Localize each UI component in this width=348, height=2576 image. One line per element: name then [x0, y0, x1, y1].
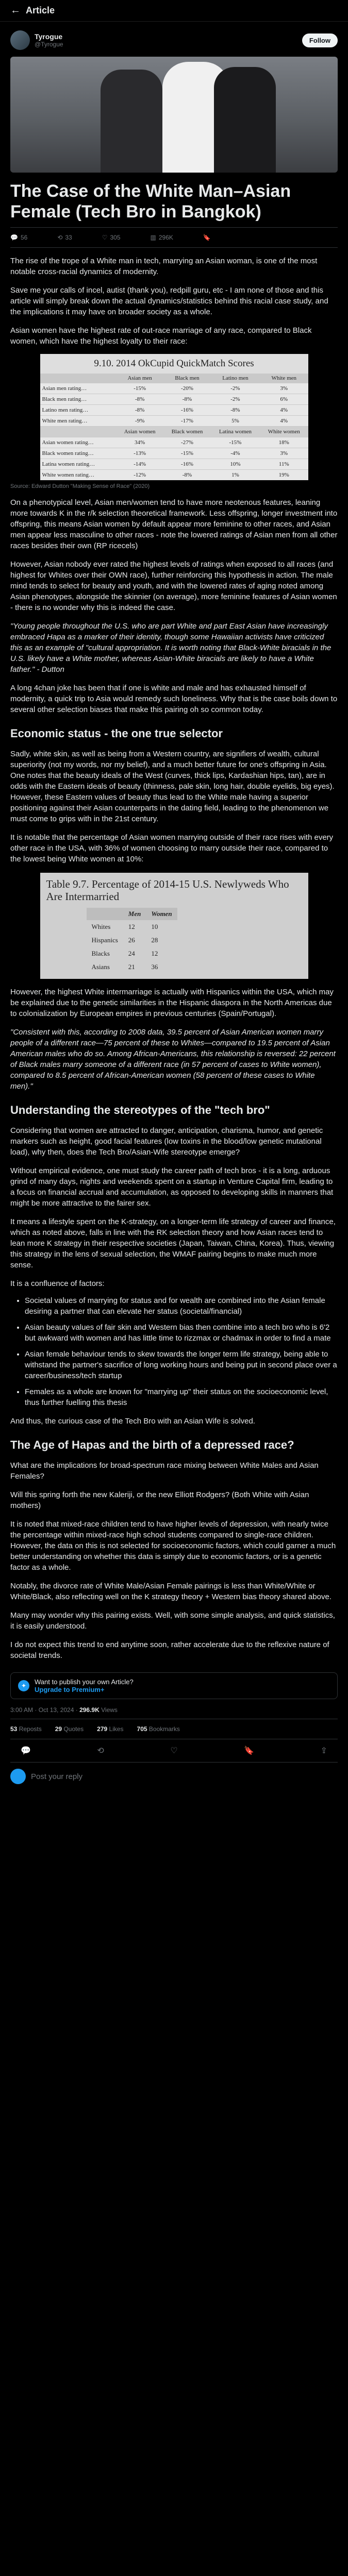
paragraph: I do not expect this trend to end anytime soon, rather accelerate due to the reflexive nature of societal trends.: [10, 1640, 329, 1660]
section-heading: Understanding the stereotypes of the "tech bro": [10, 1104, 270, 1116]
list-item: • Societal values of marrying for status and for wealth are combined into the Asian female desiring a partner that can elevate her status (societal/financial): [25, 1295, 338, 1317]
table-row: Whites 12 10: [91, 923, 158, 930]
author-row: [10, 27, 338, 54]
list-item: • Females as a whole are known for "marrying up" their status on the socioeconomic level, thus further fuelling this thesis: [25, 1386, 338, 1408]
paragraph: Sadly, white skin, as well as being from a Western country, are signifiers of wealth, cultural superiority (not my words, nor my belief), and a much better future for one's offspring in Asia. One notes that the beauty ideals of the West (curves, thick lips, Kardashian hips, tan), are in odds with the Eastern ideals of beauty (thinness, pale skin, long hair, double eyelids, big eyes). However, these Eastern values of beauty thus lead to the White male having a superior positioning against their Asian counterparts in the dating field, leading to the phenomenon we must come to grips with in the 21st century.: [10, 750, 335, 823]
quotes-count[interactable]: 29 Quotes: [55, 1725, 84, 1733]
paragraph: It means a lifestyle spent on the K-strategy, on a longer-term life strategy of career and finance, which as noted above, falls in line with the RK selection theory and how Asian races tend to lean more K strategy in their respective societies (Japan, Taiwan, China, Korea). Thus, viewing this strategy in the lens of sexual selection, the WMAF pairing begins to make much more sense.: [10, 1217, 336, 1269]
paragraph: Notably, the divorce rate of White Male/Asian Female pairings is less than White/White or White/Black, also reflecting well on the K strategy theory + Western bias theory shared above.: [10, 1582, 332, 1601]
list-item: • Asian beauty values of fair skin and Western bias then combine into a tech bro who is 6'2 but awkward with women and has little time to rizzmax or chadmax in order to find a mate: [25, 1322, 338, 1344]
reply-composer[interactable]: [10, 1762, 338, 1790]
paragraph: And thus, the curious case of the Tech Bro with an Asian Wife is solved.: [10, 1417, 255, 1426]
table-header-row: Men Women: [87, 908, 177, 920]
okcupid-table-image: [40, 354, 308, 480]
upgrade-banner[interactable]: [10, 1672, 338, 1699]
table-row: Latina women rating… -14% -16% 10% 11%: [40, 459, 308, 470]
reply-icon: 💬: [10, 234, 18, 241]
list-item: • Asian female behaviour tends to skew towards the longer term life strategy, being able to withstand the partner's sacrifice of long working hours and being put in second place over a career/business/tech startup: [25, 1349, 338, 1381]
repost-icon: ⟲: [57, 234, 63, 241]
quote-paragraph: "Young people throughout the U.S. who are part White and part East Asian have increasingly embraced Hapa as a marker of their identity, though some Hawaiian activists have criticized this as an example of "cultural appropriation. It is worth noting that Black-White biracials in the U.S. likely have a White mother, whereas Asian-White biracials are likely to have a White father." - Dutton: [10, 622, 332, 674]
paragraph: A long 4chan joke has been that if one is white and male and has exhausted himself of modernity, a quick trip to Asia would remedy such loneliness. Why that is the case boils down to several other selection biases that make this pairing oh so common today.: [10, 684, 338, 714]
table-title: Table 9.7. Percentage of 2014-15 U.S. Newlyweds Who Are Intermarried: [46, 878, 289, 903]
table-row: Black women rating… -13% -15% -4% 3%: [40, 448, 308, 459]
bookmark-icon[interactable]: 🔖: [203, 234, 211, 241]
upgrade-text: Want to publish your own Article?: [35, 1678, 134, 1686]
paragraph: It is a confluence of factors:: [10, 1279, 105, 1288]
views-stat[interactable]: ▥ 296K: [150, 234, 173, 241]
like-stat[interactable]: ♡ 305: [102, 234, 121, 241]
lock-icon: ✦: [18, 1680, 29, 1691]
article-title: The Case of the White Man–Asian Female (Tech Bro in Bangkok): [10, 181, 291, 222]
page-title: Article: [26, 5, 55, 15]
arrow-left-icon[interactable]: ←: [10, 5, 21, 16]
chart-icon: ▥: [150, 234, 156, 241]
avatar[interactable]: [10, 30, 30, 50]
section-heading: Economic status - the one true selector: [10, 727, 223, 740]
reposts-count[interactable]: 53 Reposts: [10, 1725, 42, 1733]
section-heading: The Age of Hapas and the birth of a depressed race?: [10, 1438, 294, 1451]
reply-input[interactable]: Post your reply: [31, 1772, 83, 1781]
table-row: Hispanics 26 28: [91, 936, 158, 944]
reply-icon[interactable]: 💬: [21, 1747, 31, 1755]
action-bar: [10, 1739, 338, 1762]
bookmarks-count[interactable]: 705 Bookmarks: [137, 1725, 180, 1733]
top-bar: [0, 0, 348, 22]
article-container: [0, 22, 348, 1790]
avatar: [10, 1769, 26, 1784]
table-row: Black men rating… -8% -8% -2% 6%: [40, 394, 308, 405]
table-header-row: Asian men Black men Latino men White men: [40, 374, 308, 383]
factor-list: [10, 1295, 338, 1408]
heart-icon[interactable]: ♡: [170, 1747, 178, 1755]
paragraph: Asian women have the highest rate of out-race marriage of any race, compared to Black women, which have the highest loyalty to their race:: [10, 326, 312, 346]
table-row: Asians 21 36: [91, 963, 158, 971]
paragraph: What are the implications for broad-spectrum race mixing between White Males and Asian Females?: [10, 1461, 319, 1481]
table-row: Latino men rating… -8% -16% -8% 4%: [40, 405, 308, 416]
view-label: Views: [101, 1706, 118, 1714]
cover-image: [10, 57, 338, 173]
table-row: Asian men rating… -15% -20% -2% 3%: [40, 383, 308, 394]
engagement-bar: [10, 227, 338, 248]
table-header-row: Asian women Black women Latina women White women: [40, 427, 308, 437]
reply-stat[interactable]: 💬 56: [10, 234, 28, 241]
table-row: White women rating… -12% -8% 1% 19%: [40, 470, 308, 481]
author-handle[interactable]: @Tyrogue: [35, 41, 63, 48]
heart-icon: ♡: [102, 234, 108, 241]
quote-paragraph: "Consistent with this, according to 2008 data, 39.5 percent of Asian American women marry people of a different race—75 percent of these to Whites—compared to 19.5 percent of Asian American males who do so. Among African-Americans, this relationship is reversed: 22 percent of Black males marry someone of a different race (in 57 percent of cases to White women), compared to 8.5 percent of African-American women (58 percent of these cases to White men).": [10, 1028, 336, 1091]
paragraph: Considering that women are attracted to danger, anticipation, charisma, humor, and genetic markers such as height, good facial features (low toxins in the blood/low genetic mutational load), why then, does the Tech Bro/Asian-Wife stereotype emerge?: [10, 1126, 323, 1157]
table-row: White men rating… -9% -17% 5% 4%: [40, 416, 308, 427]
post-meta: 3:00 AM · Oct 13, 2024 · 296.9K Views: [10, 1706, 338, 1719]
upgrade-link[interactable]: Upgrade to Premium+: [35, 1686, 105, 1693]
paragraph: However, the highest White intermarriage is actually with Hispanics within the USA, which may be explained due to the genetic similarities in the Hispanic diaspora in the North Americas due to colonialization by European empires in previous centuries (Spain/Portugal).: [10, 988, 334, 1018]
timestamp[interactable]: 3:00 AM · Oct 13, 2024: [10, 1706, 74, 1714]
paragraph: It is noted that mixed-race children tend to have higher levels of depression, with nearly twice the percentage within mixed-race high school students compared to single-race children. However, the data on this is not selected for socioeconomic factors, which could garner a much better understanding on whether this data is simply due to economic factors, or is a genetic factor as a whole.: [10, 1520, 336, 1572]
share-icon[interactable]: ⇪: [320, 1747, 327, 1755]
paragraph: However, Asian nobody ever rated the highest levels of ratings when exposed to all races (and highest for Whites over their OWN race), further reinforcing this hypothesis in action. The male mind tends to select for beauty and youth, and with the lowered rates of aging noted among Asian phenotypes, alongside the skinnier (on average), more feminine features of Asian women - there is no wonder why this is indeed the case.: [10, 560, 337, 612]
repost-icon[interactable]: ⟲: [97, 1747, 104, 1755]
paragraph: Will this spring forth the new Kaleriji, or the new Elliott Rodgers? (Both White with Asian mothers): [10, 1490, 309, 1510]
paragraph: It is notable that the percentage of Asian women marrying outside of their race rises with every other race in the USA, with 36% of women choosing to marry outside their race, compared to the lowest being White women at 10%:: [10, 833, 334, 863]
view-count: 296.9K: [79, 1706, 100, 1714]
likes-count[interactable]: 279 Likes: [97, 1725, 124, 1733]
paragraph: On a phenotypical level, Asian men/women tend to have more neotenous features, leaning more towards K in the r/k selection theoretical framework. Less offspring, longer investment into offspring, this means Asian women by default appear more feminine to other races, and Asian men appear less masculine to other races - note the lowered ratings of Asian men from all other races besides their own (RP ricecels): [10, 498, 338, 550]
image-caption: Source: Edward Dutton "Making Sense of Race" (2020): [10, 483, 150, 489]
follow-button[interactable]: Follow: [302, 33, 338, 47]
table-row: Blacks 24 12: [91, 950, 158, 957]
table-title: 9.10. 2014 OkCupid QuickMatch Scores: [40, 354, 308, 374]
engagement-counts: [10, 1719, 338, 1739]
paragraph: The rise of the trope of a White man in tech, marrying an Asian woman, is one of the most notable cross-racial dynamics of modernity.: [10, 257, 318, 276]
paragraph: Save me your calls of incel, autist (thank you), redpill guru, etc - I am none of those and this article will simply break down the actual dynamics/statistics behind this racial case study, and the implications it may have on broader society as a whole.: [10, 286, 328, 316]
author-name[interactable]: Tyrogue: [35, 32, 63, 41]
paragraph: Without empirical evidence, one must study the career path of tech bros - it is a long, arduous grind of many days, nights and weekends spent on a startup in Venture Capital firm, leading to a focus on financial accrual and accumulation, as opposed to developing skills in manners that might be more attractive to the fairer sex.: [10, 1166, 334, 1208]
intermarriage-table-image: [40, 873, 308, 979]
paragraph: Many may wonder why this pairing exists. Well, with some simple analysis, and quick statistics, it is easily understood.: [10, 1611, 335, 1631]
table-row: Asian women rating… 34% -27% -15% 18%: [40, 437, 308, 448]
bookmark-icon[interactable]: 🔖: [244, 1747, 255, 1755]
repost-stat[interactable]: ⟲ 33: [57, 234, 72, 241]
